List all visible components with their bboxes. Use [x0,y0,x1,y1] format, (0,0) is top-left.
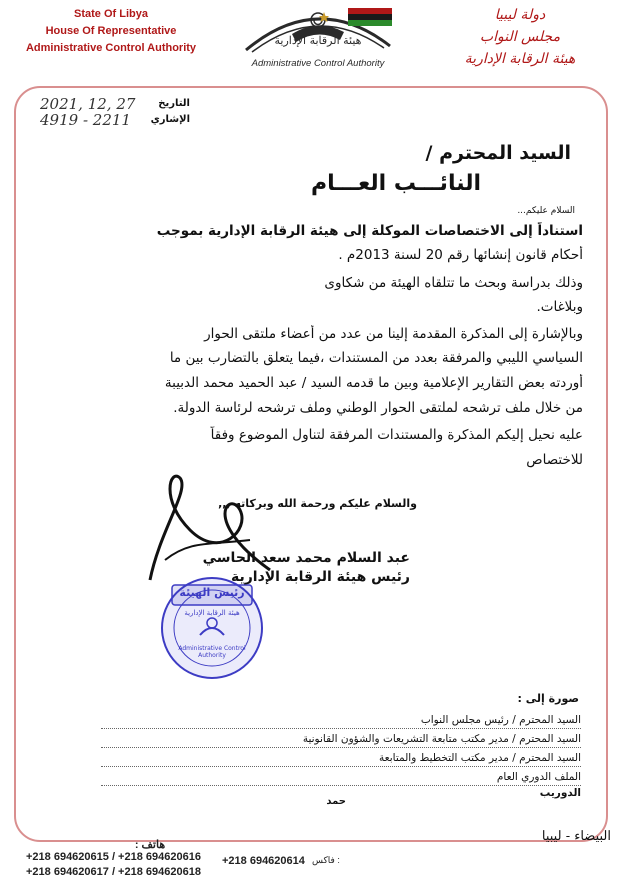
header-english [6,6,216,57]
stamp-title: رئيس الهيئة [179,586,245,599]
body-line-10: للاختصاص [526,452,583,468]
closing-greeting: والسلام عليكم ورحمة الله وبركاته ,,, [218,497,417,510]
greeting: السلام عليكم... [517,206,575,216]
header-en-line2: House Of Representative [45,25,177,37]
header-ar-line2: مجلس النواب [479,29,561,45]
reference-label: الإشاري [150,114,190,125]
body-line-7: أوردته بعض التقارير الإعلامية وبين ما قدمه السيد / عبد الحميد محمد الدبيبة [164,375,583,391]
header-ar-line3: هيئة الرقابة الإدارية [464,51,576,67]
recipient-title: النائـــب العـــام [311,171,481,196]
body-line-4: وبلاغات. [536,299,583,315]
signatory-name: عبد السلام محمد سعد الحاسي [202,550,410,566]
stamp-arabic-text: هيئة الرقابة الإدارية [184,609,240,617]
reference-value: 4919 - 2211 [40,111,131,129]
copy-item-5: الدوريب [539,787,581,799]
copies-heading: صورة إلى : [517,692,579,705]
body-line-8: من خلال ملف ترشحه لملتقى الحوار الوطني وملف ترشحه لرئاسة الدولة. [173,400,583,416]
copy-item-1: السيد المحترم / رئيس مجلس النواب [101,713,581,729]
body-line-3: وذلك بدراسة وبحث ما تتلقاه الهيئة من شكاوى [324,275,583,291]
body-line-5: وبالإشارة إلى المذكرة المقدمة إلينا من عدد من أعضاء ملتقى الحوار [204,326,583,342]
copy-item-3: السيد المحترم / مدير مكتب التخطيط والمتابعة [101,751,581,767]
footer-fax-number: +218 694620614 [222,855,305,867]
copy-item-4: الملف الدوري العام [101,770,581,786]
header-arabic [430,4,610,70]
official-stamp [150,573,275,683]
signatory-title: رئيس هيئة الرقابة الإدارية [230,569,410,585]
body-line-1: استناداً إلى الاختصاصات الموكلة إلى هيئة الرقابة الإدارية بموجب [156,223,583,239]
copies-initials: حمد [326,796,346,807]
stamp-english-text: Administrative Control Authority [178,645,246,659]
header-en-line1: State Of Libya [74,8,148,20]
copy-item-2: السيد المحترم / مدير مكتب متابعة التشريعات والشؤون القانونية [101,732,581,748]
body-line-9: عليه نحيل إليكم المذكرة والمستندات المرفقة لتناول الموضوع وفقاً [210,427,583,443]
date-label: التاريخ [158,98,190,109]
header-ar-line1: دولة ليبيا [494,7,546,23]
footer-phones-line2: +218 694620617 / +218 694620618 [26,866,201,878]
footer-phones-line1: +218 694620615 / +218 694620616 [26,851,201,863]
date-reference-block [40,96,190,128]
footer-fax-label: فاكس : [312,855,340,865]
header-en-line3: Administrative Control Authority [25,42,197,54]
authority-logo [232,0,404,82]
logo-english-text: Administrative Control Authority [251,58,385,69]
salutation: السيد المحترم / [425,142,571,164]
logo-arabic-text: هيئة الرقابة الإدارية [274,34,362,47]
body-line-6: السياسي الليبي والمرفقة بعدد من المستندات ،فيما يتعلق بالتضارب بين ما [169,350,583,366]
date-value: 2021, 12, 27 [40,95,136,113]
body-line-2: أحكام قانون إنشائها رقم 20 لسنة 2013م . [338,247,583,263]
footer-location: البيضاء - ليبيا [541,829,611,844]
footer-phone-label: هاتف : [134,839,166,851]
